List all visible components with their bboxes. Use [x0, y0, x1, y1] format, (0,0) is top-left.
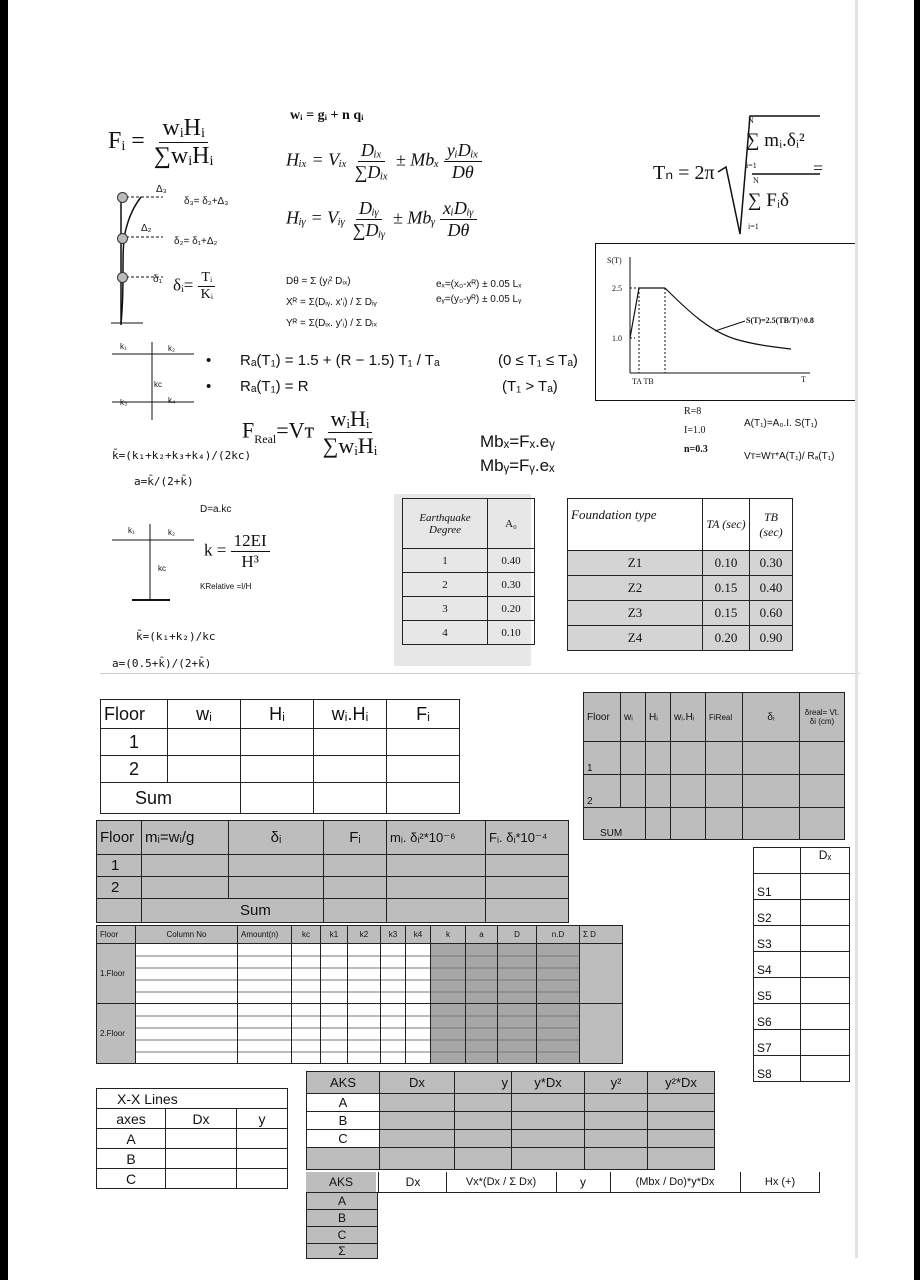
row-label: S7: [754, 1030, 801, 1056]
floor-real-force-table: [583, 692, 845, 840]
table-cell: 0.90: [750, 626, 793, 651]
floor-period-table: [96, 820, 569, 923]
table-header: k2: [348, 926, 381, 944]
spectrum-y-axis-label: S(T): [607, 256, 622, 265]
row-label: S5: [754, 978, 801, 1004]
tn-numerator: ∑ mᵢ.δᵢ²: [746, 130, 805, 151]
hix-frac1-num: Dᵢₓ: [358, 140, 385, 162]
foundation-header-ta: TA (sec): [703, 499, 750, 551]
sum-label: Sum: [142, 899, 324, 923]
mass-node-1: [117, 272, 128, 283]
dtheta-formula: Dθ = Σ (yᵢ² Dᵢₓ): [286, 276, 351, 287]
table-cell: Z3: [568, 601, 703, 626]
k2-label-a: k₂: [168, 344, 176, 353]
aks-force-table: [306, 1192, 378, 1259]
table-header: Floor: [97, 926, 136, 944]
ra-condition-2: (T₁ > Tₐ): [502, 378, 558, 395]
di-den: Kᵢ: [200, 287, 214, 302]
row-label: B: [307, 1112, 380, 1130]
table-header: n.D: [537, 926, 580, 944]
table-header: δᵢ: [743, 693, 800, 742]
fi-denominator: ∑wᵢHᵢ: [153, 143, 214, 169]
row-label: S3: [754, 926, 801, 952]
row-label: A: [307, 1193, 378, 1210]
k-left: k =: [204, 540, 227, 560]
table-header: k4: [406, 926, 431, 944]
table-header: k1: [321, 926, 348, 944]
table-header: δreal= Vt. δi (cm): [800, 693, 845, 742]
di-num: Tᵢ: [198, 270, 215, 287]
hix-frac1-den: ∑Dᵢₓ: [354, 162, 389, 182]
row-label: C: [307, 1130, 380, 1148]
at1-formula: A(T₁)=A₀.I. S(T₁): [744, 418, 818, 429]
tn-left: Tₙ = 2π: [653, 162, 715, 184]
kbar-formula-2: k̄=(k₁+k₂)/kc: [136, 630, 216, 643]
table-header: Hx (+): [740, 1172, 820, 1192]
fi-formula: [108, 115, 216, 170]
table-header: y*Dx: [512, 1072, 585, 1094]
kbar-formula-1: k̄=(k₁+k₂+k₃+k₄)/(2kc): [112, 449, 252, 462]
tn-eq: =: [813, 158, 824, 178]
delta2-label: Δ₂: [141, 223, 152, 234]
wi-formula: wᵢ = gᵢ + n qᵢ: [290, 108, 364, 123]
mby-formula: Mbᵧ=Fᵧ.eₓ: [480, 456, 555, 475]
hiy-frac2-num: xᵢDᵢᵧ: [440, 198, 477, 220]
d3-formula: δ₃= δ₂+Δ₃: [184, 196, 229, 207]
kc-label-a: kc: [154, 380, 162, 389]
spectrum-x-ticks: TA TB: [632, 377, 654, 386]
table-cell: 0.15: [703, 601, 750, 626]
table-header: y: [455, 1072, 512, 1094]
row-label: C: [97, 1169, 166, 1189]
table-cell: Z1: [568, 551, 703, 576]
table-header: Vx*(Dx / Σ Dx): [446, 1172, 555, 1192]
earthquake-header-degree: Earthquake Degree: [403, 499, 488, 549]
table-header: mᵢ=wᵢ/g: [142, 821, 229, 855]
k-den: H³: [241, 552, 259, 571]
table-cell: 4: [403, 621, 488, 645]
abar-formula-1: a=k̄/(2+k̄): [134, 475, 194, 488]
table-cell: 0.60: [750, 601, 793, 626]
row-label: S2: [754, 900, 801, 926]
ra-formula-1: Rₐ(T₁) = 1.5 + (R − 1.5) T₁ / Tₐ: [240, 352, 440, 369]
mbx-formula: Mbₓ=Fₓ.eᵧ: [480, 432, 555, 451]
delta1-label: δ₁: [153, 274, 162, 285]
spectrum-y-tick-1-0: 1.0: [612, 334, 622, 343]
k-formula: [204, 531, 270, 572]
hiy-frac1-den: ∑Dᵢᵧ: [352, 220, 386, 240]
table-header: mᵢ. δᵢ²*10⁻⁶: [387, 821, 486, 855]
row-label: B: [307, 1210, 378, 1227]
hix-frac2-den: Dθ: [451, 162, 474, 182]
krelative-formula: KRelative =I/H: [200, 582, 252, 591]
k1-label-a: k₁: [120, 342, 127, 351]
freal-sub: Real: [254, 431, 277, 446]
table-header: k3: [381, 926, 406, 944]
r-value: R=8: [684, 406, 702, 417]
fi-numerator: wᵢHᵢ: [159, 115, 208, 143]
d-formula: D=a.kc: [200, 504, 232, 515]
k1-label-b: k₁: [128, 526, 135, 535]
floor-load-table: [100, 699, 460, 814]
table-header: Floor: [97, 821, 142, 855]
sum-label: Sum: [101, 783, 241, 814]
ra-condition-1: (0 ≤ T₁ ≤ Tₐ): [498, 352, 578, 369]
bullet-1: •: [206, 352, 212, 369]
foundation-type-table: [567, 498, 793, 651]
i-value: I=1.0: [684, 425, 706, 436]
tn-n1: N: [748, 116, 754, 125]
table-cell: 2: [403, 573, 488, 597]
table-header: wᵢ.Hᵢ: [314, 700, 387, 729]
spectrum-y-tick-2-5: 2.5: [612, 284, 622, 293]
aks-rigidity-table: [306, 1071, 715, 1170]
table-header: Amount(n): [238, 926, 292, 944]
ra-formula-2: Rₐ(T₁) = R: [240, 378, 309, 395]
worksheet-page: [8, 0, 914, 1280]
column-stiffness-table: [96, 925, 623, 1064]
freal-formula: [242, 406, 380, 459]
table-header: wᵢ: [168, 700, 241, 729]
di-formula: [173, 270, 216, 303]
table-header: Fᵢ: [324, 821, 387, 855]
table-header: AKS: [307, 1072, 380, 1094]
k4-label-a: k₄: [168, 396, 176, 405]
di-left: δᵢ=: [173, 275, 194, 295]
freal-den: ∑wᵢHᵢ: [322, 433, 378, 458]
k-num: 12EI: [231, 531, 270, 552]
row-label: S1: [754, 874, 801, 900]
row-label: 1.Floor: [97, 944, 136, 1004]
freal-num: wᵢHᵢ: [328, 406, 373, 433]
k3-label-a: k₃: [120, 398, 128, 407]
yr-formula: Yᴿ = Σ(Dᵢₓ. y'ᵢ) / Σ Dᵢₓ: [286, 318, 377, 329]
hix-frac2-num: yᵢDᵢₓ: [444, 140, 482, 162]
mass-node-2: [117, 233, 128, 244]
table-header: wᵢ: [621, 693, 646, 742]
table-header: Dx: [378, 1172, 447, 1192]
table-header: (Mbx / Do)*y*Dx: [610, 1172, 739, 1192]
row-label: 2: [584, 775, 621, 808]
n-value: n=0.3: [684, 444, 708, 455]
table-header: a: [466, 926, 498, 944]
table-cell: Z2: [568, 576, 703, 601]
hiy-formula: [286, 198, 477, 241]
k2-label-b: k₂: [168, 528, 176, 537]
spectrum-curve-label: S(T)=2.5(TB/T)^0.8: [746, 316, 814, 325]
table-cell: 0.20: [703, 626, 750, 651]
row-label: 1: [101, 729, 168, 756]
tn-i2: i=1: [748, 222, 759, 231]
section-divider: [100, 673, 860, 674]
table-header: Fᵢ: [387, 700, 460, 729]
bullet-2: •: [206, 378, 212, 395]
table-header: kc: [292, 926, 321, 944]
table-header: Hᵢ: [241, 700, 314, 729]
row-label: S8: [754, 1056, 801, 1082]
frame-deflection-sketch: [103, 185, 163, 325]
hix-left: Hᵢₓ = Vᵢₓ: [286, 149, 348, 170]
table-cell: 0.10: [488, 621, 535, 645]
table-cell: 0.30: [750, 551, 793, 576]
aks-force-header-row: [306, 1172, 820, 1193]
xx-lines-table: [96, 1088, 288, 1189]
row-label: 2.Floor: [97, 1004, 136, 1064]
table-cell: 0.40: [750, 576, 793, 601]
table-cell: 0.15: [703, 576, 750, 601]
tn-n2: N: [753, 176, 759, 185]
row-label: A: [97, 1129, 166, 1149]
ey-formula: eᵧ=(y₀-yᴿ) ± 0.05 Lᵧ: [436, 294, 522, 305]
table-cell: 0.10: [703, 551, 750, 576]
table-header: Floor: [584, 693, 621, 742]
freal-mid: =Vᴛ: [276, 417, 315, 443]
vt-formula: Vᴛ=Wᴛ*A(T₁)/ Rₐ(T₁): [744, 451, 835, 462]
foundation-header-type: Foundation type: [568, 499, 703, 551]
tn-i1: i=1: [746, 161, 757, 170]
table-header: Dₓ: [801, 848, 850, 874]
table-cell: 0.20: [488, 597, 535, 621]
table-header: Dx: [166, 1109, 237, 1129]
d2-formula: δ₂= δ₁+Δ₂: [174, 236, 218, 247]
table-header: y: [237, 1109, 288, 1129]
hiy-frac2-den: Dθ: [447, 220, 470, 240]
table-header: δᵢ: [229, 821, 324, 855]
delta3-label: Δ₃: [156, 184, 167, 195]
tn-denominator: ∑ Fᵢδ: [748, 190, 789, 211]
foundation-header-tb: TB (sec): [750, 499, 793, 551]
table-header: Fᵢ. δᵢ*10⁻⁴: [486, 821, 569, 855]
hiy-frac1-num: Dᵢᵧ: [356, 198, 382, 220]
table-cell: 1: [403, 549, 488, 573]
row-label: 2: [101, 756, 168, 783]
row-label: 1: [584, 742, 621, 775]
page-edge: [855, 0, 858, 1258]
row-label: B: [97, 1149, 166, 1169]
row-label: C: [307, 1227, 378, 1244]
table-header: Floor: [101, 700, 168, 729]
row-label: Σ: [307, 1244, 378, 1259]
table-title: X-X Lines: [97, 1089, 288, 1109]
spectrum-x-axis-label: T: [801, 375, 806, 384]
table-header: Hᵢ: [646, 693, 671, 742]
mass-node-3: [117, 192, 128, 203]
table-header: Σ D: [580, 926, 623, 944]
table-cell: 3: [403, 597, 488, 621]
earthquake-degree-table: [402, 498, 535, 645]
row-label: 1: [97, 855, 142, 877]
earthquake-header-a0: A₀: [488, 499, 535, 549]
table-header: y²*Dx: [648, 1072, 715, 1094]
table-header: Column No: [136, 926, 238, 944]
table-header: AKS: [306, 1172, 376, 1192]
abar-formula-2: a=(0.5+k̄)/(2+k̄): [112, 657, 212, 670]
xr-formula: Xᴿ = Σ(Dᵢᵧ. x'ᵢ) / Σ Dᵢᵧ: [286, 297, 377, 308]
row-label: 2: [97, 877, 142, 899]
sum-label: SUM: [584, 808, 646, 840]
table-header: y²: [585, 1072, 648, 1094]
kc-label-b: kc: [158, 564, 166, 573]
hiy-left: Hᵢᵧ = Vᵢᵧ: [286, 207, 346, 228]
table-cell: Z4: [568, 626, 703, 651]
table-cell: 0.30: [488, 573, 535, 597]
joint-sketch-4-beams: [108, 340, 198, 425]
fi-eq: Fᵢ =: [108, 128, 145, 155]
freal-left: F: [242, 417, 255, 443]
row-label: A: [307, 1094, 380, 1112]
hix-mid: ± Mbₓ: [395, 149, 440, 170]
hix-formula: [286, 140, 482, 183]
table-cell: 0.40: [488, 549, 535, 573]
table-header: axes: [97, 1109, 166, 1129]
table-header: wᵢ.Hᵢ: [671, 693, 706, 742]
row-label: S6: [754, 1004, 801, 1030]
ex-formula: eₓ=(x₀-xᴿ) ± 0.05 Lₓ: [436, 279, 522, 290]
table-header: FiReal: [706, 693, 743, 742]
joint-sketch-2-beams: [108, 520, 198, 605]
table-header: y: [556, 1172, 609, 1192]
table-header: k: [431, 926, 466, 944]
hiy-mid: ± Mbᵧ: [392, 207, 436, 228]
table-header: Dx: [380, 1072, 455, 1094]
row-label: S4: [754, 952, 801, 978]
table-header: D: [498, 926, 537, 944]
dx-stiffness-table: [753, 847, 850, 1082]
